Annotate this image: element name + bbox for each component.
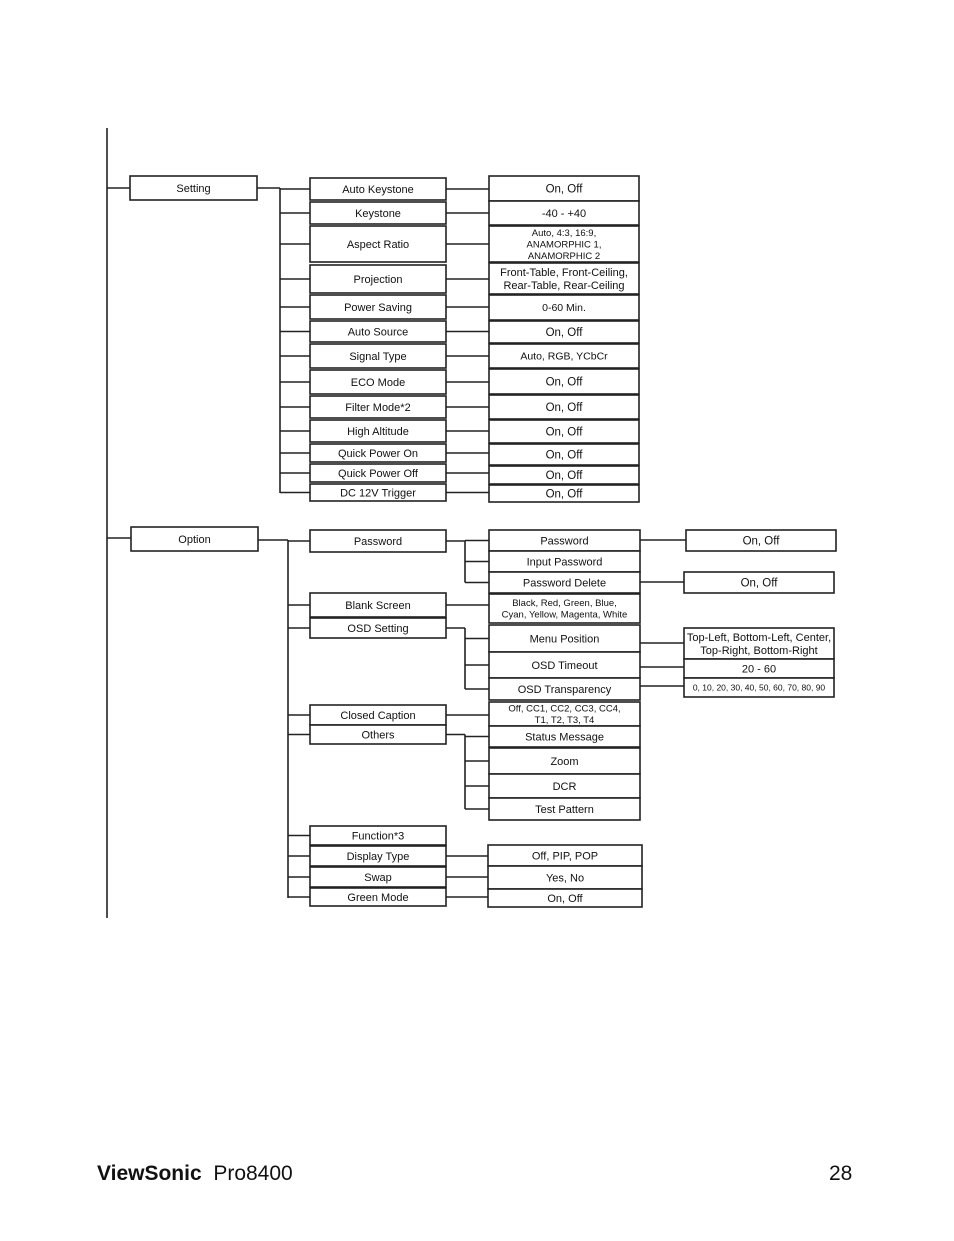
setting-item-text: High Altitude [347, 425, 409, 438]
option-item-text: Blank Screen [345, 599, 411, 612]
option-subitem-text: Status Message [525, 731, 604, 744]
setting-value-text: On, Off [545, 183, 583, 196]
setting-value-text: On, Off [545, 402, 583, 415]
setting-item-text: Auto Keystone [342, 183, 414, 196]
blank-screen-value-text: Black, Red, Green, Blue, [512, 598, 617, 610]
osd-timeout-value-text: 20 - 60 [741, 663, 777, 676]
option-subitem-text: Password [540, 535, 589, 548]
closed-caption-value-text: Off, CC1, CC2, CC3, CC4, [508, 703, 621, 715]
setting-item-text: Power Saving [344, 301, 412, 314]
setting-value-text: 0-60 Min. [542, 302, 586, 315]
setting-value-text: On, Off [545, 426, 583, 439]
option-subitem-text: Zoom [550, 755, 579, 768]
setting-value-text: On, Off [545, 376, 583, 389]
setting-value-text: ANAMORPHIC 2 [527, 250, 601, 262]
function-value-text: On, Off [547, 892, 583, 905]
setting-item-text: DC 12V Trigger [340, 487, 416, 500]
option-subitem-text: Input Password [526, 556, 603, 569]
function-value-text: Off, PIP, POP [531, 850, 599, 863]
setting-node-text: Setting [176, 182, 211, 195]
option-subitem-text: Test Pattern [535, 803, 594, 816]
option-item-text: Swap [364, 871, 392, 884]
option-node-text: Option [178, 533, 211, 546]
page-number: 28 [829, 1162, 853, 1185]
setting-value-text: Front-Table, Front-Ceiling, [500, 266, 628, 279]
setting-value-text: On, Off [545, 488, 583, 501]
option-subitem-text: DCR [552, 780, 577, 793]
setting-item-text: Projection [353, 273, 403, 286]
option-item-text: Password [353, 535, 403, 548]
setting-value-text: ANAMORPHIC 1, [526, 239, 602, 251]
setting-item-text: Signal Type [349, 350, 407, 363]
setting-item-text: Keystone [355, 207, 401, 220]
setting-item-text: ECO Mode [350, 376, 406, 389]
password-value-text: On, Off [742, 535, 780, 548]
setting-item-text: Auto Source [347, 326, 409, 339]
setting-value-text: On, Off [545, 470, 583, 483]
function-value-text: Yes, No [545, 872, 585, 885]
setting-value-text: On, Off [545, 449, 583, 462]
option-item-text: OSD Setting [347, 622, 409, 635]
footer-brand [97, 1162, 293, 1186]
setting-value-text: On, Off [545, 327, 583, 340]
setting-value-text: -40 - +40 [541, 207, 587, 220]
setting-value-text: Auto, 4:3, 16:9, [531, 227, 597, 239]
brand-name: ViewSonic [97, 1162, 202, 1185]
setting-item-text: Quick Power On [337, 447, 419, 460]
setting-value-text: Auto, RGB, YCbCr [520, 350, 608, 363]
setting-value-text: Rear-Table, Rear-Ceiling [503, 279, 625, 292]
osd-transparency-value-text: 0, 10, 20, 30, 40, 50, 60, 70, 80, 90 [692, 682, 826, 693]
option-subitem-text: OSD Timeout [531, 659, 598, 672]
setting-item-text: Filter Mode*2 [345, 401, 411, 414]
option-subitem-text: Menu Position [529, 633, 600, 646]
option-item-text: Others [361, 729, 395, 742]
setting-item-text: Quick Power Off [338, 467, 418, 480]
option-item-text: Function*3 [351, 830, 405, 843]
option-item-text: Green Mode [347, 891, 409, 904]
menu-position-value-text: Top-Left, Bottom-Left, Center, [686, 631, 832, 644]
blank-screen-value-text: Cyan, Yellow, Magenta, White [501, 609, 628, 621]
model-name: Pro8400 [213, 1162, 293, 1185]
menu-position-value-text: Top-Right, Bottom-Right [700, 644, 818, 657]
option-subitem-text: OSD Transparency [517, 683, 612, 696]
setting-item-text: Aspect Ratio [346, 238, 410, 251]
password-delete-value-text: On, Off [740, 577, 778, 590]
option-item-text: Display Type [346, 850, 410, 863]
option-subitem-text: Password Delete [522, 577, 607, 590]
option-item-text: Closed Caption [340, 709, 416, 722]
closed-caption-value-text: T1, T2, T3, T4 [534, 715, 595, 727]
